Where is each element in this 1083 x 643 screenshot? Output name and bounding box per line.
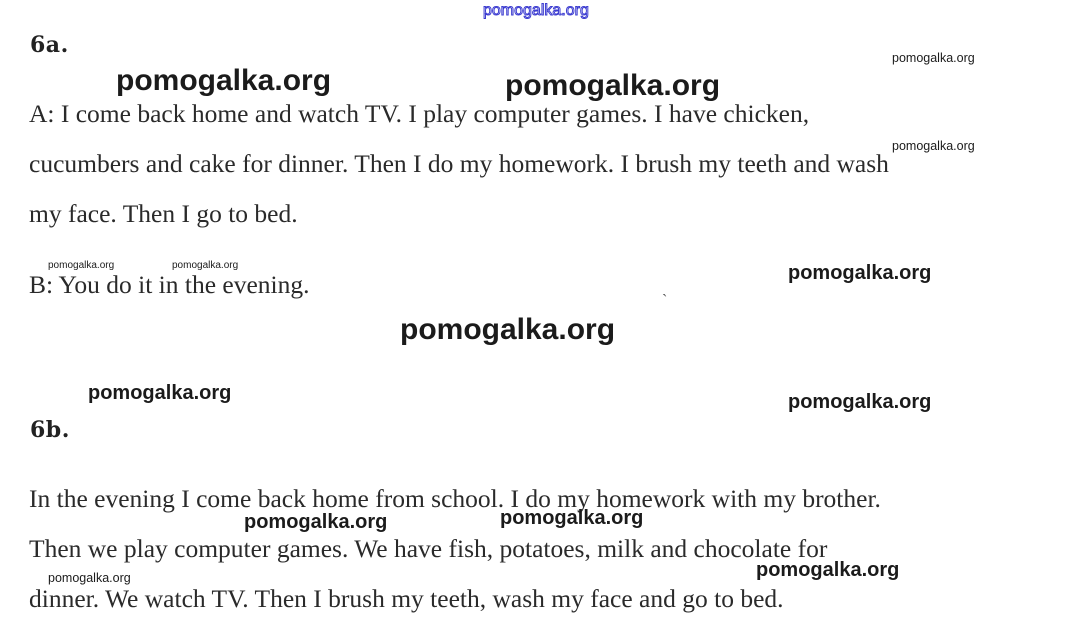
watermark: pomogalka.org xyxy=(116,64,332,97)
text-line-6b-3: dinner. We watch TV. Then I brush my teeth, wash my face and go to bed. xyxy=(29,584,784,613)
watermark: pomogalka.org xyxy=(500,507,644,529)
watermark: pomogalka.org xyxy=(505,69,721,102)
watermark: pomogalka.org xyxy=(48,260,115,271)
text-line-6b-1: In the evening I come back home from school. I do my homework with my brother. xyxy=(29,484,881,513)
heading-6a: 6a. xyxy=(30,32,69,58)
watermark: pomogalka.org xyxy=(172,260,239,271)
text-line-6a-a3: my face. Then I go to bed. xyxy=(29,199,298,228)
text-line-6a-a2: cucumbers and cake for dinner. Then I do my homework. I brush my teeth and wash xyxy=(29,149,889,178)
watermark: pomogalka.org xyxy=(788,391,932,413)
watermark-top: pomogalka.org xyxy=(483,2,589,19)
watermark: pomogalka.org xyxy=(756,559,900,581)
watermark: pomogalka.org xyxy=(48,571,131,585)
heading-6b: 6b. xyxy=(30,417,70,443)
watermark: pomogalka.org xyxy=(400,313,616,346)
text-line-6a-a1: A: I come back home and watch TV. I play computer games. I have chicken, xyxy=(29,99,810,128)
watermark: pomogalka.org xyxy=(244,511,388,533)
watermark: pomogalka.org xyxy=(788,262,932,284)
watermark: pomogalka.org xyxy=(892,51,975,65)
text-line-6b-2: Then we play computer games. We have fish, potatoes, milk and chocolate for xyxy=(29,534,828,563)
scan-speck: ` xyxy=(662,292,668,309)
watermark: pomogalka.org xyxy=(88,382,232,404)
text-line-6a-b: B: You do it in the evening. xyxy=(29,270,310,299)
watermark: pomogalka.org xyxy=(892,139,975,153)
